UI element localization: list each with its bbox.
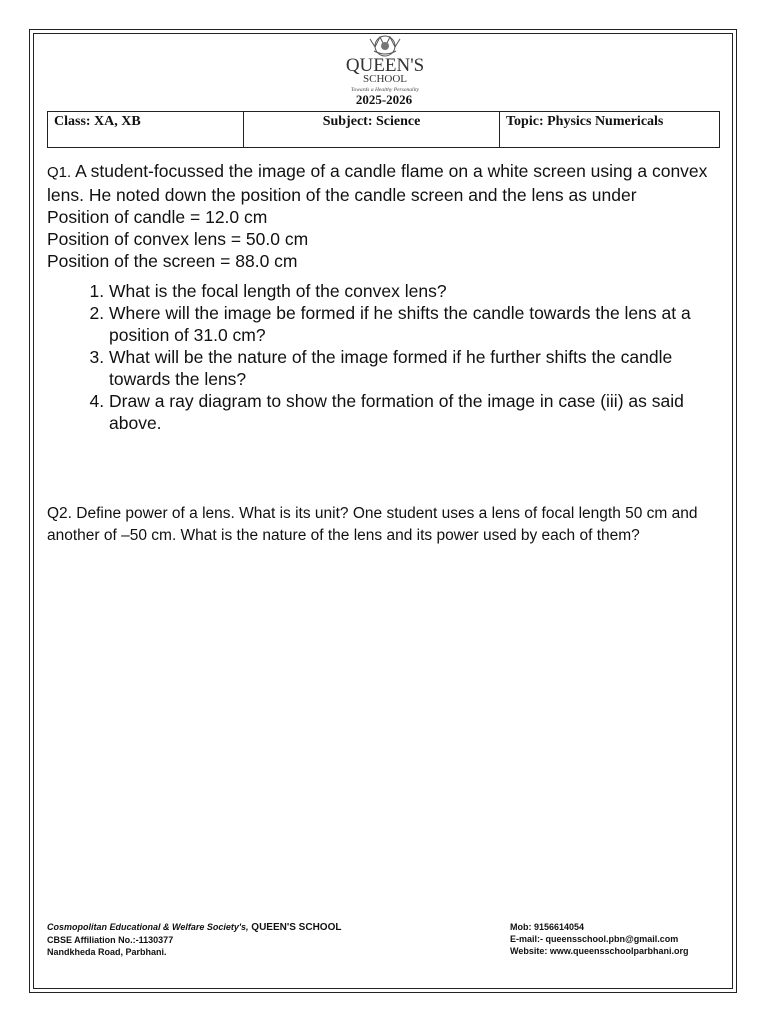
subject-cell: Subject: Science bbox=[244, 112, 500, 148]
q1-label: Q1. bbox=[47, 164, 72, 181]
footer-left bbox=[47, 921, 341, 958]
q1-subquestion: 2. Where will the image be formed if he shifts the candle towards the lens at a position of 31.0 cm? bbox=[109, 302, 733, 346]
q1-subquestion: 1. What is the focal length of the convex lens? bbox=[109, 280, 733, 302]
q1-position-screen: Position of the screen = 88.0 cm bbox=[47, 251, 298, 271]
q2-text: Define power of a lens. What is its unit? One student uses a lens of focal length 50 cm and another of –50 cm. What is the nature of the lens and its power used by each of them? bbox=[47, 505, 698, 544]
footer-right bbox=[510, 921, 689, 957]
footer-affiliation: CBSE Affiliation No.:-1130377 bbox=[47, 935, 174, 945]
question-1 bbox=[47, 160, 733, 434]
school-logo bbox=[330, 33, 440, 95]
topic-cell: Topic: Physics Numericals bbox=[500, 112, 720, 148]
question-2 bbox=[47, 503, 727, 547]
q1-subquestion: 3. What will be the nature of the image formed if he further shifts the candle towards the lens? bbox=[109, 346, 733, 390]
info-table bbox=[47, 111, 720, 148]
q1-position-candle: Position of candle = 12.0 cm bbox=[47, 207, 268, 227]
logo-subtitle: SCHOOL bbox=[362, 73, 408, 85]
footer-email: E-mail:- queensschool.pbn@gmail.com bbox=[510, 934, 679, 944]
footer-address: Nandkheda Road, Parbhani. bbox=[47, 947, 167, 957]
footer-website: Website: www.queensschoolparbhani.org bbox=[510, 946, 689, 956]
logo-title: QUEEN'S bbox=[345, 55, 425, 76]
q1-text: A student-focussed the image of a candle flame on a white screen using a convex lens. He noted down the position of the candle screen and the lens as under bbox=[47, 161, 708, 205]
footer-mobile: Mob: 9156614054 bbox=[510, 922, 585, 932]
academic-year: 2025-2026 bbox=[355, 92, 413, 107]
q1-paragraph bbox=[47, 160, 733, 206]
q1-position-lens: Position of convex lens = 50.0 cm bbox=[47, 229, 309, 249]
q1-subquestion: 4. Draw a ray diagram to show the formation of the image in case (iii) as said above. bbox=[109, 390, 733, 434]
footer-org: Cosmopolitan Educational & Welfare Society's, bbox=[47, 922, 249, 932]
q2-label: Q2. bbox=[47, 505, 72, 522]
q1-subquestions bbox=[47, 280, 733, 434]
class-cell: Class: XA, XB bbox=[48, 112, 244, 148]
logo-tagline: Towards a Healthy Personality bbox=[350, 87, 420, 93]
footer-school: QUEEN'S SCHOOL bbox=[248, 922, 342, 933]
